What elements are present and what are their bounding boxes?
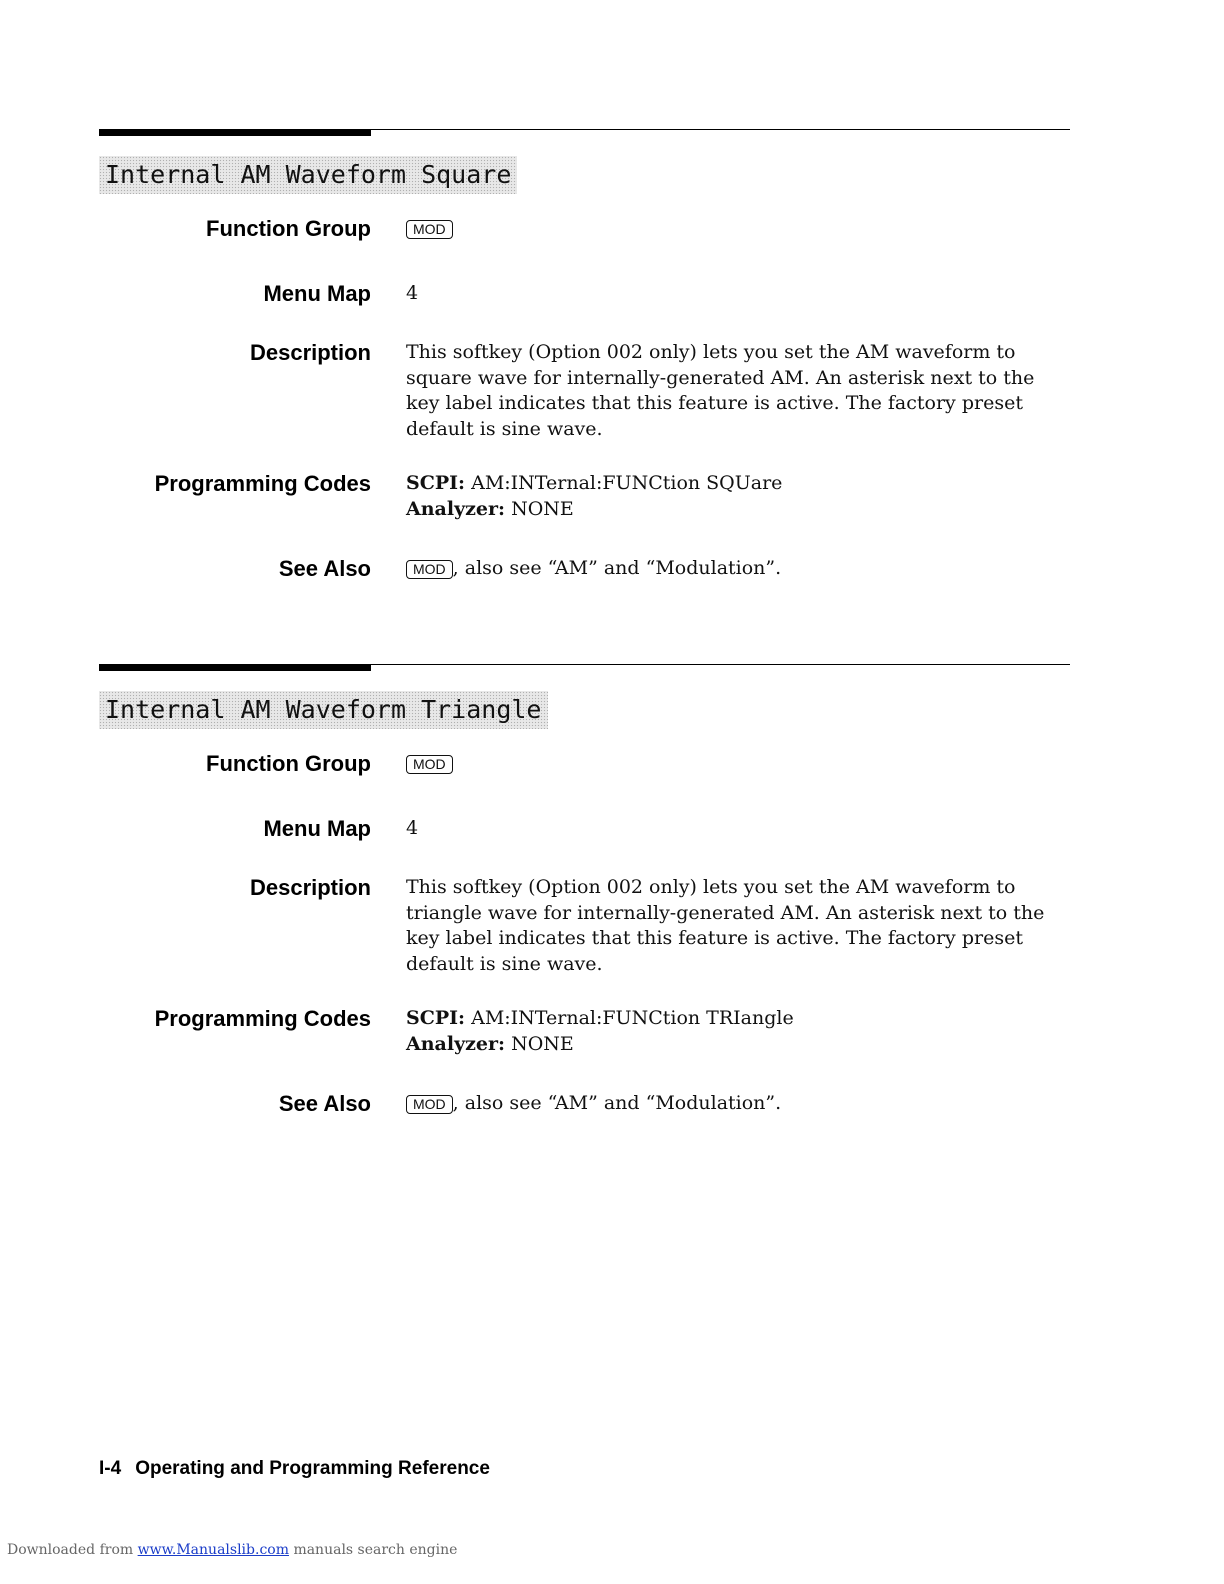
entry-internal-am-waveform-square xyxy=(99,129,1070,599)
entry-internal-am-waveform-triangle xyxy=(99,664,1070,1134)
function-group-label: Function Group xyxy=(206,751,371,776)
function-group-label: Function Group xyxy=(206,216,371,241)
softkey-title: Internal AM Waveform Square xyxy=(99,156,517,194)
see-also-label: See Also xyxy=(278,556,371,581)
mod-hardkey: MOD xyxy=(406,1095,453,1114)
see-also-label: See Also xyxy=(278,1091,371,1116)
manualslib-link[interactable]: www.Manualslib.com xyxy=(137,1542,289,1558)
menu-map-value: 4 xyxy=(406,817,419,839)
scpi-label: SCPI: xyxy=(406,472,466,494)
download-prefix: Downloaded from xyxy=(7,1542,134,1558)
download-suffix: manuals search engine xyxy=(293,1542,458,1558)
description-label: Description xyxy=(249,340,371,365)
download-line xyxy=(7,1542,457,1558)
page-footer xyxy=(99,1458,490,1480)
menu-map-value: 4 xyxy=(406,282,419,304)
book-title: Operating and Programming Reference xyxy=(135,1458,490,1479)
scpi-value: AM:INTernal:FUNCtion SQUare xyxy=(471,472,783,494)
section-rule xyxy=(99,664,1070,672)
scpi-label: SCPI: xyxy=(406,1007,466,1029)
mod-hardkey: MOD xyxy=(406,220,453,239)
analyzer-value: NONE xyxy=(511,497,574,520)
menu-map-label: Menu Map xyxy=(263,816,371,841)
menu-map-label: Menu Map xyxy=(263,281,371,306)
programming-codes-label: Programming Codes xyxy=(154,471,371,496)
analyzer-label: Analyzer: xyxy=(406,497,506,520)
programming-codes xyxy=(406,471,1070,522)
see-also-text: , also see “AM” and “Modulation”. xyxy=(452,1092,782,1114)
see-also-text: , also see “AM” and “Modulation”. xyxy=(452,557,782,579)
see-also xyxy=(406,1091,1070,1117)
mod-hardkey: MOD xyxy=(406,560,453,579)
programming-codes-label: Programming Codes xyxy=(154,1006,371,1031)
section-rule xyxy=(99,129,1070,137)
mod-hardkey: MOD xyxy=(406,755,453,774)
description-text: This softkey (Option 002 only) lets you set the AM waveform to triangle wave for internally-generated AM. An asterisk next to the key label indicates that this feature is active. The factory preset default is sine wave. xyxy=(406,876,1045,975)
description-text: This softkey (Option 002 only) lets you set the AM waveform to square wave for internally-generated AM. An asterisk next to the key label indicates that this feature is active. The factory preset default is sine wave. xyxy=(406,341,1035,440)
scpi-value: AM:INTernal:FUNCtion TRIangle xyxy=(471,1007,794,1029)
see-also xyxy=(406,556,1070,582)
page-number: I-4 xyxy=(99,1458,122,1479)
description-label: Description xyxy=(249,875,371,900)
analyzer-label: Analyzer: xyxy=(406,1032,506,1055)
programming-codes xyxy=(406,1006,1070,1057)
analyzer-value: NONE xyxy=(511,1032,574,1055)
softkey-title: Internal AM Waveform Triangle xyxy=(99,691,548,729)
